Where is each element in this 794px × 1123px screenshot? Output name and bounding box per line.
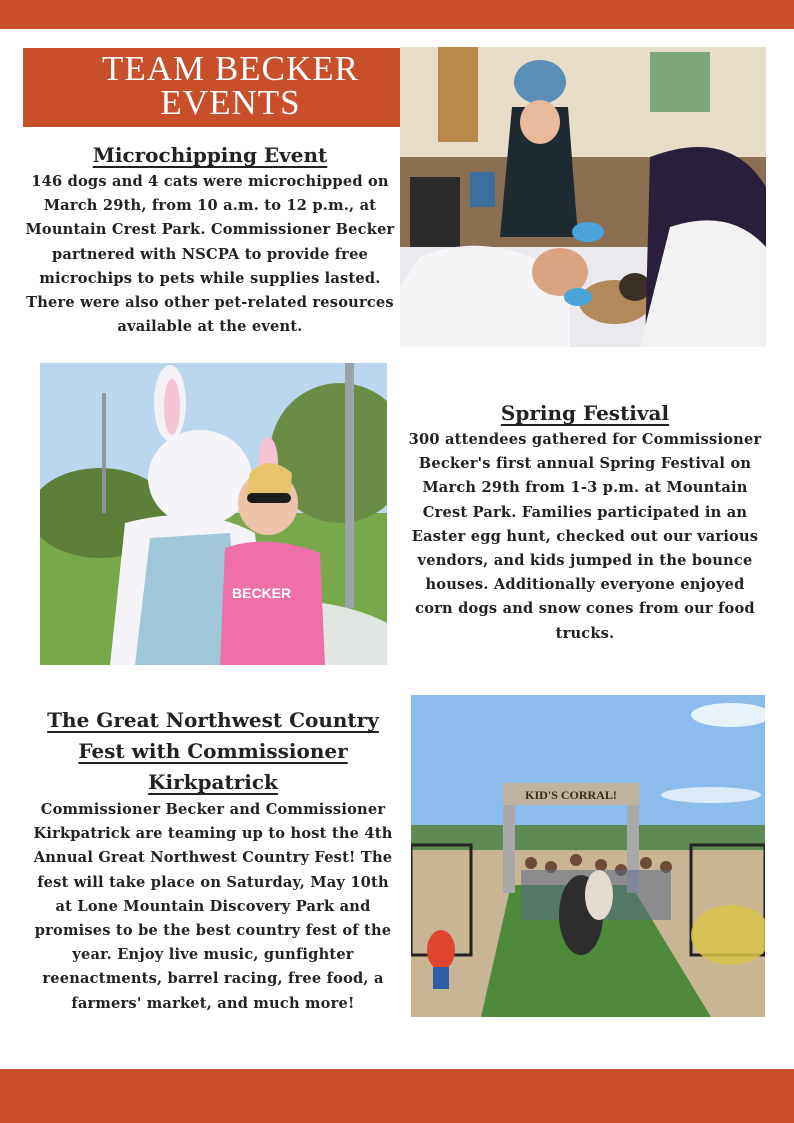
section-heading: The Great Northwest Country Fest with Commissioner Kirkpatrick xyxy=(47,708,379,794)
top-accent-band xyxy=(0,0,794,29)
section-heading: Spring Festival xyxy=(500,401,670,425)
microchipping-section xyxy=(22,140,398,339)
shirt-text: BECKER xyxy=(232,585,292,601)
microchipping-photo xyxy=(400,47,766,347)
page-title-line-1: TEAM BECKER xyxy=(102,49,359,88)
page-title-line-2: EVENTS xyxy=(160,83,301,122)
page-title-banner xyxy=(23,48,438,127)
spring-festival-section xyxy=(404,398,766,646)
corral-sign-text: KID'S CORRAL! xyxy=(525,788,617,802)
section-body: 300 attendees gathered for Commissioner Becker's first annual Spring Festival on March 29th from 1-3 p.m. at Mountain Crest Park. Families participated in an Easter egg hunt, checked out our various vendors, and kids jumped in the bounce houses. Additionally everyone enjoyed corn dogs and snow cones from our food trucks. xyxy=(408,431,762,642)
section-body: Commissioner Becker and Commissioner Kirkpatrick are teaming up to host the 4th Annual Great Northwest Country Fest! The fest will take place on Saturday, May 10th at Lone Mountain Discovery Park and promises to be the best country fest of the year. Enjoy live music, gunfighter reenactments, barrel racing, free food, a farmers' market, and much more! xyxy=(33,801,393,1012)
section-body: 146 dogs and 4 cats were microchipped on March 29th, from 10 a.m. to 12 p.m., at Mountain Crest Park. Commissioner Becker partnered with NSCPA to provide free microchips to pets while supplies lasted. There were also other pet-related resources available at the event. xyxy=(25,173,395,336)
easter-bunny-photo xyxy=(40,363,387,665)
kids-corral-photo xyxy=(411,695,765,1017)
country-fest-section xyxy=(28,705,398,1016)
section-heading: Microchipping Event xyxy=(92,143,328,167)
bottom-accent-band xyxy=(0,1069,794,1123)
